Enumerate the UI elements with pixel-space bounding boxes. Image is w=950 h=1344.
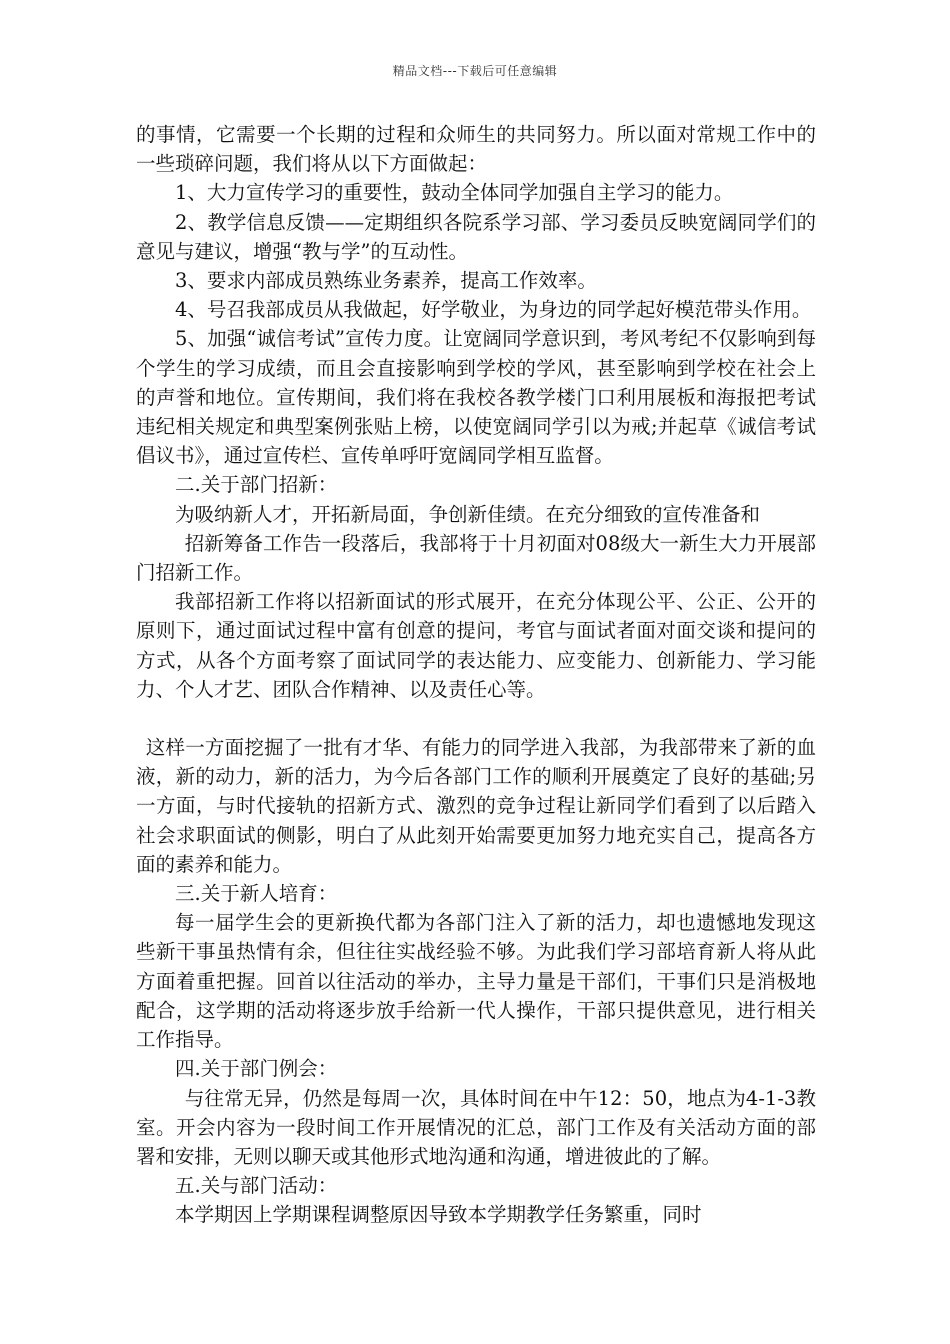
- list-item-4: 4、号召我部成员从我做起，好学敬业，为身边的同学起好模范带头作用。: [175, 298, 812, 322]
- list-item-2: 2、教学信息反馈——定期组织各院系学习部、学习委员反映宽阔同学们的意见与建议，增强“教与学”的互动性。: [136, 210, 816, 263]
- blank-line: [136, 704, 816, 733]
- list-item-5: 5、加强“诚信考试”宣传力度。让宽阔同学意识到，考风考纪不仅影响到每个学生的学习成绩，而且会直接影响到学校的学风，甚至影响到学校在社会上的声誉和地位。宣传期间，我们将在我校各教学楼门口利用展板和海报把考试违纪相关规定和典型案例张贴上榜，以使宽阔同学引以为戒;并起草《诚信考试倡议书》，通过宣传栏、宣传单呼吁宽阔同学相互监督。: [136, 327, 816, 468]
- section-heading-training: 三.关于新人培育：: [175, 882, 338, 906]
- paragraph-meeting: 与往常无异，仍然是每周一次，具体时间在中午12：50，地点为4-1-3教室。开会内容为一段时间工作开展情况的汇总，部门工作及有关活动方面的部署和安排，无则以聊天或其他形式地沟通和沟通，增进彼此的了解。: [136, 1086, 816, 1168]
- paragraph-recruitment-interview: 我部招新工作将以招新面试的形式展开，在充分体现公平、公正、公开的原则下，通过面试过程中富有创意的提问，考官与面试者面对面交谈和提问的方式，从各个方面考察了面试同学的表达能力、应变能力、创新能力、学习能力、个人才艺、团队合作精神、以及责任心等。: [136, 590, 816, 701]
- paragraph-recruitment-plan: 招新筹备工作告一段落后，我部将于十月初面对08级大一新生大力开展部门招新工作。: [136, 531, 816, 585]
- list-item-1: 1、大力宣传学习的重要性，鼓动全体同学加强自主学习的能力。: [175, 181, 734, 205]
- paragraph-recruitment-intro: 为吸纳新人才，开拓新局面，争创新佳绩。在充分细致的宣传准备和: [175, 502, 761, 526]
- document-body: [136, 120, 816, 1230]
- list-item-3: 3、要求内部成员熟练业务素养，提高工作效率。: [175, 269, 597, 293]
- paragraph-continuation: 的事情，它需要一个长期的过程和众师生的共同努力。所以面对常规工作中的一些琐碎问题，我们将从以下方面做起：: [136, 123, 816, 176]
- paragraph-recruitment-result: 这样一方面挖掘了一批有才华、有能力的同学进入我部，为我部带来了新的血液，新的动力，新的活力，为今后各部门工作的顺利开展奠定了良好的基础;另一方面，与时代接轨的招新方式、激烈的竞争过程让新同学们看到了以后踏入社会求职面试的侧影，明白了从此刻开始需要更加努力地充实自己，提高各方面的素养和能力。: [136, 736, 816, 876]
- section-heading-recruitment: 二.关于部门招新：: [175, 473, 338, 497]
- paragraph-training: 每一届学生会的更新换代都为各部门注入了新的活力，却也遗憾地发现这些新干事虽热情有余，但往往实战经验不够。为此我们学习部培育新人将从此方面着重把握。回首以往活动的举办，主导力量是干部们，干事们只是消极地配合，这学期的活动将逐步放手给新一代人操作，干部只提供意见，进行相关工作指导。: [136, 911, 816, 1052]
- paragraph-activities: 本学期因上学期课程调整原因导致本学期教学任务繁重，同时: [175, 1203, 702, 1227]
- section-heading-activities: 五.关与部门活动：: [175, 1174, 338, 1198]
- section-heading-meeting: 四.关于部门例会：: [175, 1057, 338, 1081]
- page-header: 精品文档---下载后可任意编辑: [392, 64, 558, 78]
